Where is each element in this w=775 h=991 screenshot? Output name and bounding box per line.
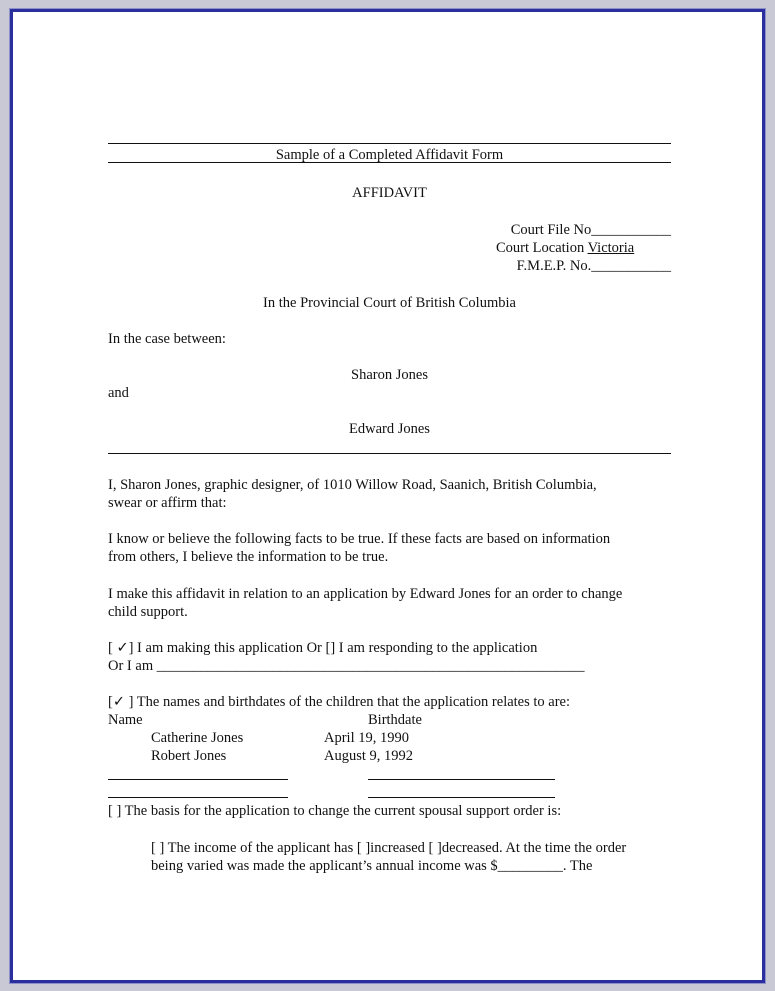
or-i-am-line: Or I am ___________________________________________________________ <box>108 658 585 674</box>
court-file-no-label: Court File No <box>510 222 592 238</box>
court-file-no <box>511 221 671 239</box>
court-location-label: Court Location <box>496 240 585 256</box>
child-name: Robert Jones <box>151 748 227 764</box>
court-file-no-blank: ___________ <box>591 222 671 238</box>
purpose-line-1: I make this affidavit in relation to an application by Edward Jones for an order to change <box>108 586 623 602</box>
child-birthdate: April 19, 1990 <box>324 730 409 746</box>
title-rule <box>108 162 671 163</box>
child-birthdate: August 9, 1992 <box>324 748 414 764</box>
affidavit-page <box>13 12 768 986</box>
facts-line-2: from others, I believe the information to be true. <box>108 549 389 565</box>
fmep-no-label: F.M.E.P. No. <box>516 258 592 274</box>
party-respondent: Edward Jones <box>349 421 430 437</box>
child-name: Catherine Jones <box>151 730 244 746</box>
birthdate-column-header: Birthdate <box>368 712 422 728</box>
blank-name-line <box>108 779 288 780</box>
oath-line-1: I, Sharon Jones, graphic designer, of 1010 Willow Road, Saanich, British Columbia, <box>108 477 597 493</box>
children-checkbox-line: [✓ ] The names and birthdates of the children that the application relates to are: <box>108 694 571 710</box>
case-and: and <box>108 385 129 401</box>
blank-birthdate-line <box>368 797 555 798</box>
case-rule <box>108 453 671 454</box>
court-name: In the Provincial Court of British Columbia <box>263 295 516 311</box>
fmep-no <box>517 257 671 275</box>
court-location <box>496 239 644 257</box>
purpose-line-2: child support. <box>108 604 188 620</box>
name-column-header: Name <box>108 712 143 728</box>
application-checkbox-line: [ ✓] I am making this application Or [] I am responding to the application <box>108 640 538 656</box>
income-line-2: being varied was made the applicant’s annual income was $_________. The <box>151 858 593 874</box>
document-frame <box>10 9 765 983</box>
facts-line-1: I know or believe the following facts to be true. If these facts are based on information <box>108 531 611 547</box>
basis-checkbox-line: [ ] The basis for the application to change the current spousal support order is: <box>108 803 562 819</box>
blank-birthdate-line <box>368 779 555 780</box>
fmep-no-blank: ___________ <box>591 258 671 274</box>
document-title: AFFIDAVIT <box>352 185 427 201</box>
court-location-value: Victoria <box>587 240 635 256</box>
party-applicant: Sharon Jones <box>351 367 428 383</box>
sample-title: Sample of a Completed Affidavit Form <box>275 147 504 163</box>
case-intro: In the case between: <box>108 331 226 347</box>
income-line-1: [ ] The income of the applicant has [ ]increased [ ]decreased. At the time the order <box>151 840 627 856</box>
oath-line-2: swear or affirm that: <box>108 495 227 511</box>
blank-name-line <box>108 797 288 798</box>
top-rule <box>108 143 671 144</box>
